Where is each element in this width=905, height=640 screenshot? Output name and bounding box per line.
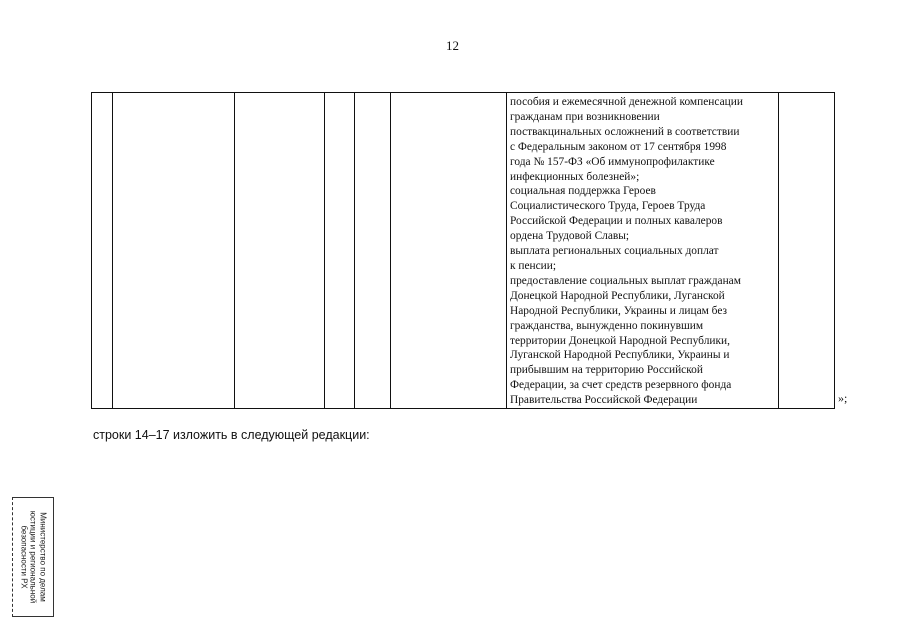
text-line: социальная поддержка Героев xyxy=(510,185,656,198)
instruction-text: строки 14–17 изложить в следующей редакции: xyxy=(93,428,370,442)
page-number: 12 xyxy=(446,38,459,53)
text-line: прибывшим на территорию Российской xyxy=(510,364,703,377)
text-line: Народной Республики, Украины и лицам без xyxy=(510,304,728,317)
stamp-line: юстиции и региональной xyxy=(28,510,38,604)
text-line: пособия и ежемесячной денежной компенсации xyxy=(510,96,743,108)
table-cell-2 xyxy=(113,93,235,409)
table-cell-3 xyxy=(235,93,325,409)
registration-stamp xyxy=(12,497,54,617)
text-line: инфекционных болезней»; xyxy=(510,170,640,183)
text-line: выплата региональных социальных доплат xyxy=(510,245,719,258)
text-line: гражданства, вынужденно покинувшим xyxy=(510,319,704,332)
table-cell-5 xyxy=(355,93,391,409)
document-table xyxy=(91,92,835,409)
cell-text xyxy=(507,93,778,408)
stamp-line: Министерство по делам xyxy=(38,512,48,602)
text-line: Правительства Российской Федерации xyxy=(510,394,698,407)
text-line: Социалистического Труда, Героев Труда xyxy=(510,200,706,213)
text-line: Федерации, за счет средств резервного фонда xyxy=(510,379,732,392)
text-line: поствакцинальных осложнений в соответствии xyxy=(510,125,740,138)
text-line: гражданам при возникновении xyxy=(510,110,660,123)
table-cell-8 xyxy=(779,93,835,409)
text-line: ордена Трудовой Славы; xyxy=(510,230,630,243)
table-cell-1 xyxy=(92,93,113,409)
text-line: года № 157-ФЗ «Об иммунопрофилактике xyxy=(510,155,715,168)
table-cell-4 xyxy=(325,93,355,409)
stamp-text xyxy=(19,500,48,614)
text-line: Российской Федерации и полных кавалеров xyxy=(510,215,723,228)
text-line: с Федеральным законом от 17 сентября 1998 xyxy=(510,140,727,153)
table-cell-directions xyxy=(507,93,779,409)
table-cell-6 xyxy=(391,93,507,409)
text-line: территории Донецкой Народной Республики, xyxy=(510,334,730,347)
text-line: к пенсии; xyxy=(510,259,557,272)
text-line: предоставление социальных выплат гражданам xyxy=(510,274,741,287)
table-row xyxy=(92,93,835,409)
text-line: Луганской Народной Республики, Украины и xyxy=(510,349,730,362)
closing-quote-mark: »; xyxy=(838,391,848,405)
text-line: Донецкой Народной Республики, Луганской xyxy=(510,289,725,302)
stamp-line: безопасности РХ xyxy=(19,525,29,589)
